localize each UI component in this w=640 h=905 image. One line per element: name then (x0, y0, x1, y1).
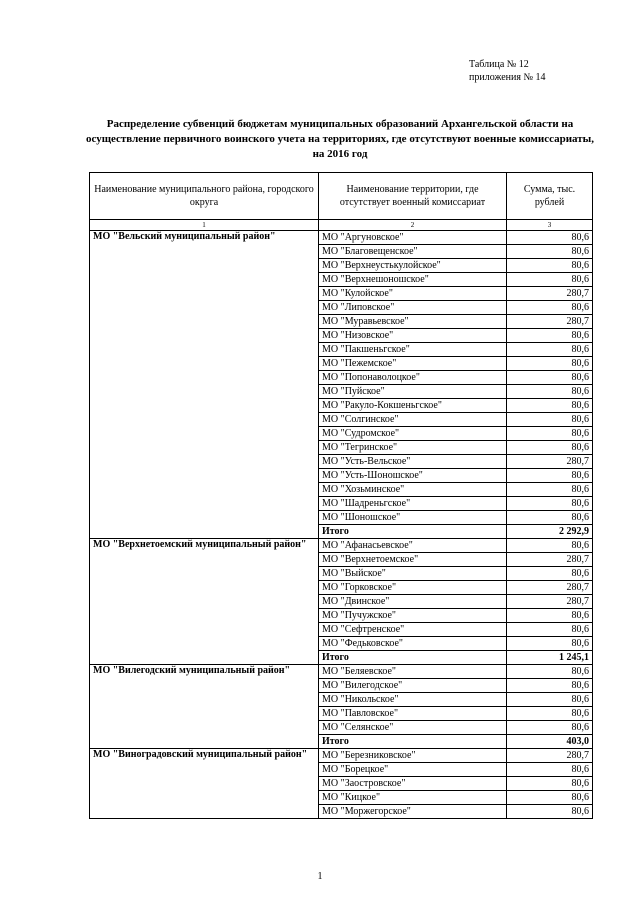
amount-value: 80,6 (507, 273, 593, 287)
territory-name: МО "Благовещенское" (319, 245, 507, 259)
territory-name: МО "Никольское" (319, 693, 507, 707)
table-header-row (90, 173, 593, 220)
territory-name: МО "Ракуло-Кокшеньгское" (319, 399, 507, 413)
amount-value: 280,7 (507, 287, 593, 301)
total-label: Итого (319, 525, 507, 539)
amount-value: 80,6 (507, 721, 593, 735)
territory-name: МО "Усть-Шоношское" (319, 469, 507, 483)
amount-value: 80,6 (507, 483, 593, 497)
territory-name: МО "Попонаволоцкое" (319, 371, 507, 385)
amount-value: 280,7 (507, 595, 593, 609)
amount-value: 80,6 (507, 413, 593, 427)
table-reference (469, 58, 546, 84)
territory-name: МО "Пакшеньгское" (319, 343, 507, 357)
column-header-amount: Сумма, тыс. рублей (507, 173, 593, 220)
amount-value: 80,6 (507, 623, 593, 637)
amount-value: 80,6 (507, 609, 593, 623)
territory-name: МО "Усть-Вельское" (319, 455, 507, 469)
territory-name: МО "Беляевское" (319, 665, 507, 679)
amount-value: 80,6 (507, 245, 593, 259)
territory-name: МО "Березниковское" (319, 749, 507, 763)
amount-value: 280,7 (507, 315, 593, 329)
amount-value: 80,6 (507, 763, 593, 777)
territory-name: МО "Борецкое" (319, 763, 507, 777)
amount-value: 80,6 (507, 511, 593, 525)
column-number-row (90, 220, 593, 231)
amount-value: 80,6 (507, 399, 593, 413)
appendix-label: приложения № 14 (469, 72, 546, 83)
total-value: 1 245,1 (507, 651, 593, 665)
amount-value: 80,6 (507, 427, 593, 441)
amount-value: 280,7 (507, 553, 593, 567)
amount-value: 80,6 (507, 231, 593, 245)
territory-name: МО "Заостровское" (319, 777, 507, 791)
total-label: Итого (319, 651, 507, 665)
amount-value: 80,6 (507, 707, 593, 721)
total-label: Итого (319, 735, 507, 749)
amount-value: 80,6 (507, 777, 593, 791)
territory-name: МО "Федьковское" (319, 637, 507, 651)
amount-value: 80,6 (507, 679, 593, 693)
amount-value: 80,6 (507, 259, 593, 273)
amount-value: 80,6 (507, 791, 593, 805)
district-name: МО "Вельский муниципальный район" (90, 231, 319, 539)
territory-name: МО "Судромское" (319, 427, 507, 441)
amount-value: 80,6 (507, 665, 593, 679)
amount-value: 80,6 (507, 441, 593, 455)
column-header-territory: Наименование территории, где отсутствует военный комиссариат (319, 173, 507, 220)
district-name: МО "Верхнетоемский муниципальный район" (90, 539, 319, 665)
table-row (90, 749, 593, 763)
territory-name: МО "Пежемское" (319, 357, 507, 371)
amount-value: 80,6 (507, 357, 593, 371)
subsidy-table (89, 172, 593, 819)
territory-name: МО "Муравьевское" (319, 315, 507, 329)
territory-name: МО "Шадреньгское" (319, 497, 507, 511)
territory-name: МО "Павловское" (319, 707, 507, 721)
table-row (90, 539, 593, 553)
total-value: 403,0 (507, 735, 593, 749)
amount-value: 80,6 (507, 469, 593, 483)
amount-value: 80,6 (507, 497, 593, 511)
territory-name: МО "Сефтренское" (319, 623, 507, 637)
column-number: 1 (90, 220, 319, 231)
territory-name: МО "Верхнешоношское" (319, 273, 507, 287)
territory-name: МО "Хозьминское" (319, 483, 507, 497)
total-value: 2 292,9 (507, 525, 593, 539)
territory-name: МО "Солгинское" (319, 413, 507, 427)
amount-value: 280,7 (507, 455, 593, 469)
amount-value: 80,6 (507, 539, 593, 553)
amount-value: 80,6 (507, 343, 593, 357)
territory-name: МО "Кицкое" (319, 791, 507, 805)
amount-value: 80,6 (507, 805, 593, 819)
amount-value: 280,7 (507, 749, 593, 763)
territory-name: МО "Низовское" (319, 329, 507, 343)
amount-value: 80,6 (507, 371, 593, 385)
amount-value: 80,6 (507, 385, 593, 399)
territory-name: МО "Вилегодское" (319, 679, 507, 693)
document-title: Распределение субвенций бюджетам муниципальных образований Архангельской области на осуществление первичного воинского учета на территориях, где отсутствуют военные комиссариаты, на 2016 год (85, 118, 595, 160)
territory-name: МО "Тегринское" (319, 441, 507, 455)
table-label: Таблица № 12 (469, 59, 529, 70)
territory-name: МО "Пуйское" (319, 385, 507, 399)
amount-value: 80,6 (507, 693, 593, 707)
territory-name: МО "Селянское" (319, 721, 507, 735)
territory-name: МО "Верхнетоемское" (319, 553, 507, 567)
amount-value: 280,7 (507, 581, 593, 595)
column-number: 3 (507, 220, 593, 231)
column-number: 2 (319, 220, 507, 231)
amount-value: 80,6 (507, 567, 593, 581)
table-row (90, 231, 593, 245)
table-row (90, 665, 593, 679)
column-header-district: Наименование муниципального района, городского округа (90, 173, 319, 220)
amount-value: 80,6 (507, 637, 593, 651)
territory-name: МО "Моржегорское" (319, 805, 507, 819)
territory-name: МО "Верхнеустькулойское" (319, 259, 507, 273)
territory-name: МО "Горковское" (319, 581, 507, 595)
territory-name: МО "Липовское" (319, 301, 507, 315)
district-name: МО "Виноградовский муниципальный район" (90, 749, 319, 819)
table-body (90, 231, 593, 819)
territory-name: МО "Кулойское" (319, 287, 507, 301)
amount-value: 80,6 (507, 329, 593, 343)
territory-name: МО "Шоношское" (319, 511, 507, 525)
district-name: МО "Вилегодский муниципальный район" (90, 665, 319, 749)
territory-name: МО "Аргуновское" (319, 231, 507, 245)
amount-value: 80,6 (507, 301, 593, 315)
page-number: 1 (317, 871, 323, 882)
territory-name: МО "Афанасьевское" (319, 539, 507, 553)
territory-name: МО "Двинское" (319, 595, 507, 609)
territory-name: МО "Выйское" (319, 567, 507, 581)
territory-name: МО "Пучужское" (319, 609, 507, 623)
